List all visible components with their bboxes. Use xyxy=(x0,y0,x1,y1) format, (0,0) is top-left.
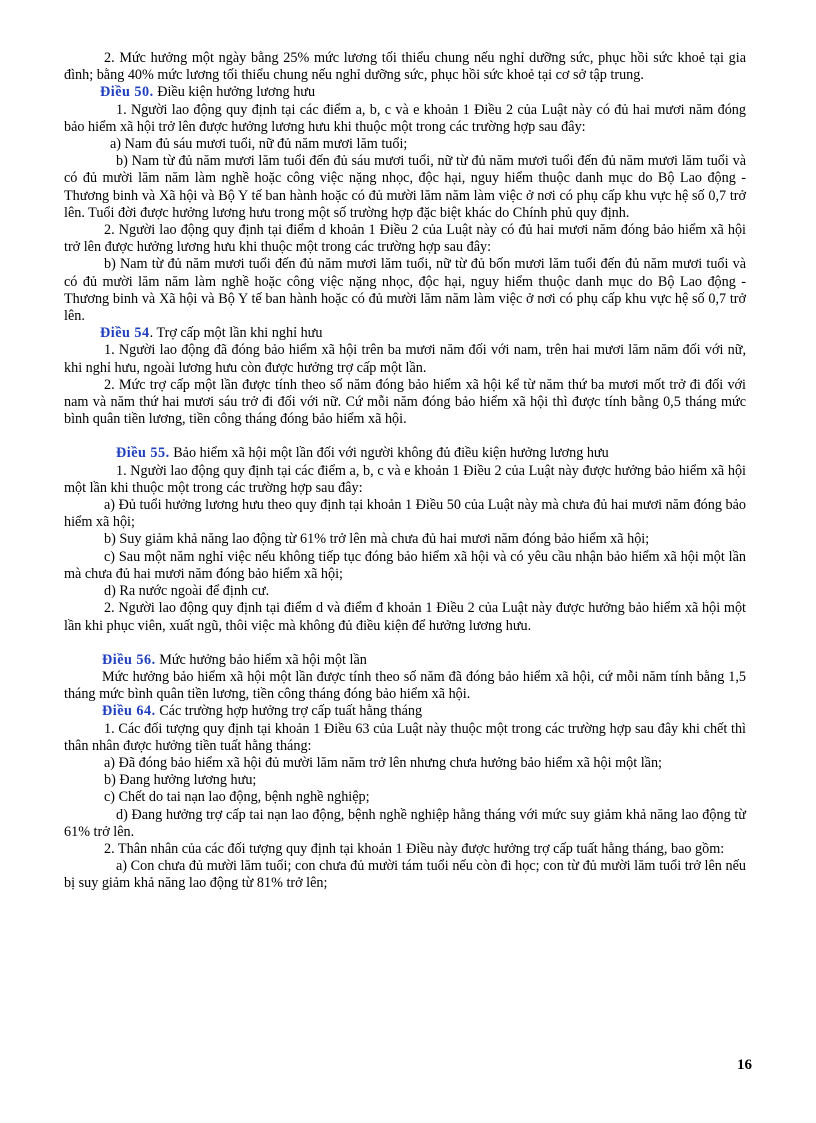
paragraph: 1. Người lao động quy định tại các điểm a, b, c và e khoản 1 Điều 2 của Luật này có đủ hai mươi năm đóng bảo hiểm xã hội trở lên được hưởng lương hưu khi thuộc một trong các trường hợp sau đây: xyxy=(64,101,746,135)
article-54-heading xyxy=(64,325,746,342)
paragraph: c) Sau một năm nghỉ việc nếu không tiếp tục đóng bảo hiểm xã hội và có yêu cầu nhận bảo hiểm xã hội một lần mà chưa đủ hai mươi năm đóng bảo hiểm xã hội; xyxy=(64,548,746,582)
paragraph: 2. Thân nhân của các đối tượng quy định tại khoản 1 Điều này được hưởng trợ cấp tuất hằng tháng, bao gồm: xyxy=(104,840,725,857)
paragraph: a) Đủ tuổi hưởng lương hưu theo quy định tại khoản 1 Điều 50 của Luật này mà chưa đủ hai mươi năm đóng bảo hiểm xã hội; xyxy=(64,497,746,531)
paragraph: d) Ra nước ngoài để định cư. xyxy=(104,583,270,600)
paragraph: a) Nam đủ sáu mươi tuổi, nữ đủ năm mươi lăm tuổi; xyxy=(110,136,408,153)
paragraph: c) Chết do tai nạn lao động, bệnh nghề nghiệp; xyxy=(104,789,370,806)
article-number: Điều 50. xyxy=(100,84,154,101)
article-56-heading xyxy=(64,652,746,669)
paragraph: b) Nam từ đủ năm mươi tuổi đến đủ năm mươi lăm tuổi, nữ từ đủ bốn mươi lăm tuổi đến đủ năm mươi tuổi và có đủ mười lăm năm làm nghề hoặc công việc nặng nhọc, độc hại, nguy hiểm thuộc danh mục do Bộ Lao động - Thương binh và Xã hội và Bộ Y tế ban hành hoặc có đủ mười lăm năm làm việc ở nơi có phụ cấp khu vực hệ số 0,7 trở lên. xyxy=(64,256,746,325)
paragraph: 2. Mức hưởng một ngày bằng 25% mức lương tối thiểu chung nếu nghỉ dưỡng sức, phục hồi sức khoẻ tại gia đình; bằng 40% mức lương tối thiểu chung nếu nghỉ dưỡng sức, phục hồi sức khoẻ tại cơ sở tập trung. xyxy=(64,50,746,84)
paragraph: a) Đã đóng bảo hiểm xã hội đủ mười lăm năm trở lên nhưng chưa hưởng bảo hiểm xã hội một lần; xyxy=(104,754,662,771)
article-55-heading xyxy=(64,445,746,462)
article-number: Điều 54 xyxy=(100,325,150,342)
paragraph: b) Đang hưởng lương hưu; xyxy=(104,772,257,789)
paragraph: 2. Mức trợ cấp một lần được tính theo số năm đóng bảo hiểm xã hội kể từ năm thứ ba mươi mốt trở đi đối với nam và năm thứ hai mươi sáu trở đi đối với nữ. Cứ mỗi năm đóng bảo hiểm xã hội thì được tính bằng 0,5 tháng mức bình quân tiền lương, tiền công tháng đóng bảo hiểm xã hội. xyxy=(64,376,746,428)
article-50-heading xyxy=(64,84,746,101)
article-64-heading xyxy=(64,703,746,720)
article-title: Điều kiện hưởng lương hưu xyxy=(153,84,316,101)
document-page xyxy=(64,50,746,893)
paragraph: 1. Người lao động đã đóng bảo hiểm xã hội trên ba mươi năm đối với nam, trên hai mươi lăm năm đối với nữ, khi nghỉ hưu, ngoài lương hưu còn được hưởng trợ cấp một lần. xyxy=(64,342,746,376)
article-number: Điều 64. xyxy=(102,703,156,720)
paragraph: 2. Người lao động quy định tại điểm d và điểm đ khoản 1 Điều 2 của Luật này được hưởng bảo hiểm xã hội một lần khi phục viên, xuất ngũ, thôi việc mà không đủ điều kiện để hưởng lương hưu. xyxy=(64,600,746,634)
paragraph: 2. Người lao động quy định tại điểm d khoản 1 Điều 2 của Luật này có đủ hai mươi năm đóng bảo hiểm xã hội trở lên được hưởng lương hưu khi thuộc một trong các trường hợp sau đây: xyxy=(64,222,746,256)
paragraph: b) Suy giảm khả năng lao động từ 61% trở lên mà chưa đủ hai mươi năm đóng bảo hiểm xã hội; xyxy=(104,531,650,548)
paragraph: d) Đang hưởng trợ cấp tai nạn lao động, bệnh nghề nghiệp hằng tháng với mức suy giảm khả năng lao động từ 61% trở lên. xyxy=(64,806,746,840)
article-title: . Trợ cấp một lần khi nghỉ hưu xyxy=(149,325,323,342)
article-number: Điều 56. xyxy=(102,651,156,668)
paragraph: a) Con chưa đủ mười lăm tuổi; con chưa đủ mười tám tuổi nếu còn đi học; con từ đủ mười lăm tuổi trở lên nếu bị suy giảm khả năng lao động từ 81% trở lên; xyxy=(64,858,746,892)
article-title: Bảo hiểm xã hội một lần đối với người không đủ điều kiện hưởng lương hưu xyxy=(169,445,609,462)
paragraph: Mức hưởng bảo hiểm xã hội một lần được tính theo số năm đã đóng bảo hiểm xã hội, cứ mỗi năm tính bằng 1,5 tháng mức bình quân tiền lương, tiền công tháng đóng bảo hiểm xã hội. xyxy=(64,668,746,703)
article-number: Điều 55. xyxy=(116,445,170,462)
page-number: 16 xyxy=(737,1057,752,1073)
article-title: Các trường hợp hưởng trợ cấp tuất hằng tháng xyxy=(155,703,423,720)
paragraph: b) Nam từ đủ năm mươi lăm tuổi đến đủ sáu mươi tuổi, nữ từ đủ năm mươi tuổi đến đủ năm mươi lăm tuổi và có đủ mười lăm năm làm nghề hoặc công việc nặng nhọc, độc hại, nguy hiểm thuộc danh mục do Bộ Lao động - Thương binh và Xã hội và Bộ Y tế ban hành hoặc có đủ mười lăm năm làm việc ở nơi có phụ cấp khu vực hệ số 0,7 trở lên. Tuổi đời được hưởng lương hưu trong một số trường hợp đặc biệt khác do Chính phủ quy định. xyxy=(64,153,746,221)
paragraph: 1. Người lao động quy định tại các điểm a, b, c và e khoản 1 Điều 2 của Luật này được hưởng bảo hiểm xã hội một lần khi thuộc một trong các trường hợp sau đây: xyxy=(64,462,746,496)
paragraph: 1. Các đối tượng quy định tại khoản 1 Điều 63 của Luật này thuộc một trong các trường hợp sau đây khi chết thì thân nhân được hưởng tiền tuất hằng tháng: xyxy=(64,720,746,754)
article-title: Mức hưởng bảo hiểm xã hội một lần xyxy=(155,651,367,668)
